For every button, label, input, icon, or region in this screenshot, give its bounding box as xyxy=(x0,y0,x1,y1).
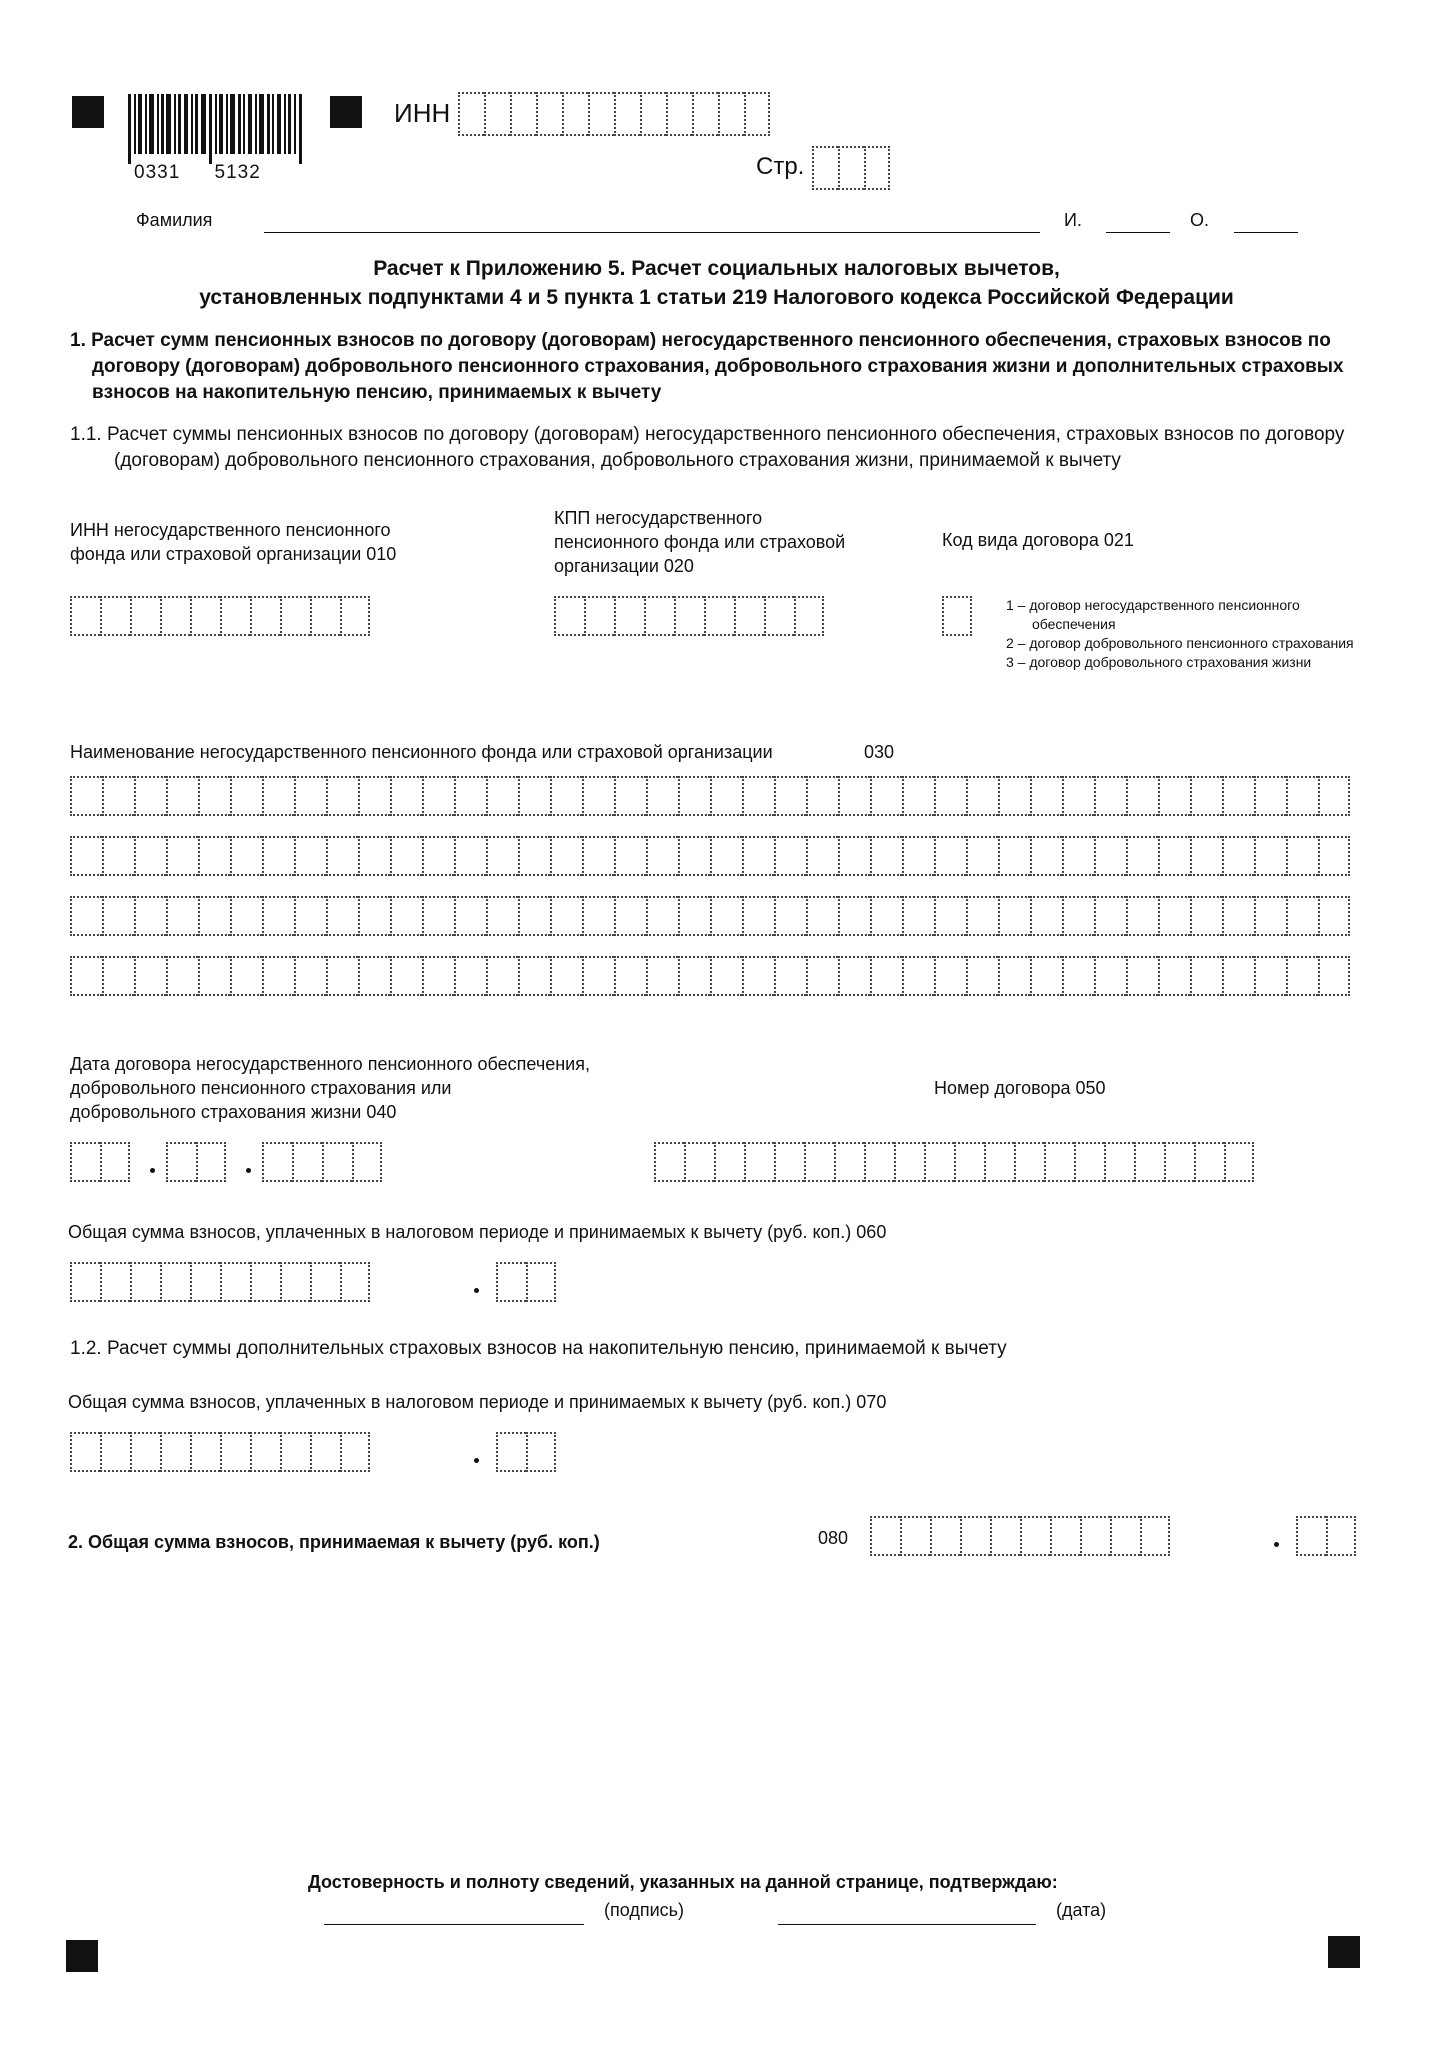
section2-heading: 2. Общая сумма взносов, принимаемая к вычету (руб. коп.) xyxy=(68,1532,600,1552)
signature-label: (подпись) xyxy=(604,1900,685,1920)
initial-o-field[interactable] xyxy=(1234,232,1298,233)
field-060-rubles[interactable] xyxy=(70,1262,370,1302)
signature-field[interactable] xyxy=(324,1924,584,1925)
subsection-1-1-heading: 1.1. Расчет суммы пенсионных взносов по договору (договорам) негосударственного пенсионного обеспечения, страховых взносов по договору (договорам) добровольного пенсионного страхования, добровольного страхования жизни, принимаемой к вычету xyxy=(70,424,1345,471)
field-080-kopecks[interactable] xyxy=(1296,1516,1356,1556)
field-040-label-line1: Дата договора негосударственного пенсионного обеспечения, xyxy=(70,1054,590,1074)
confirm-text: Достоверность и полноту сведений, указанных на данной странице, подтверждаю: xyxy=(308,1872,1058,1892)
field-040-month[interactable] xyxy=(166,1142,226,1182)
page-number-field[interactable] xyxy=(812,146,890,190)
barcode-digits: 0331 5132 xyxy=(134,162,261,183)
field-080-rubles[interactable] xyxy=(870,1516,1170,1556)
field-070-kopecks[interactable] xyxy=(496,1432,556,1472)
date-field[interactable] xyxy=(778,1924,1036,1925)
contract-type-2: 2 – договор добровольного пенсионного страхования xyxy=(1006,635,1354,651)
field-020-label-line3: организации 020 xyxy=(554,556,694,576)
field-030-code: 030 xyxy=(864,742,895,762)
surname-field[interactable] xyxy=(264,232,1040,233)
surname-label: Фамилия xyxy=(136,210,213,230)
title-line-2: установленных подпунктами 4 и 5 пункта 1 статьи 219 Налогового кодекса Российской Федерации xyxy=(199,286,1234,309)
page-label: Стр. xyxy=(756,153,805,180)
barcode xyxy=(128,94,302,164)
decimal-separator-dot xyxy=(474,1458,479,1463)
field-050-contract-number[interactable] xyxy=(654,1142,1254,1182)
decimal-separator-dot xyxy=(474,1288,479,1293)
contract-type-1: 1 – договор негосударственного пенсионного обеспечения xyxy=(1006,597,1300,632)
field-070-label: Общая сумма взносов, уплаченных в налоговом периоде и принимаемых к вычету (руб. коп.) 070 xyxy=(68,1392,887,1412)
field-060-label: Общая сумма взносов, уплаченных в налоговом периоде и принимаемых к вычету (руб. коп.) 060 xyxy=(68,1222,887,1242)
field-060-kopecks[interactable] xyxy=(496,1262,556,1302)
date-separator-dot xyxy=(246,1168,251,1173)
field-020-label-line2: пенсионного фонда или страховой xyxy=(554,532,846,552)
initial-i-label: И. xyxy=(1064,210,1082,230)
field-070-rubles[interactable] xyxy=(70,1432,370,1472)
field-080-code: 080 xyxy=(818,1528,849,1548)
field-030-name-row[interactable] xyxy=(70,896,1350,936)
initial-i-field[interactable] xyxy=(1106,232,1170,233)
field-010-label-line2: фонда или страховой организации 010 xyxy=(70,544,397,564)
decimal-separator-dot xyxy=(1274,1542,1279,1547)
title-line-1: Расчет к Приложению 5. Расчет социальных налоговых вычетов, xyxy=(373,257,1060,280)
page-title xyxy=(0,254,1433,312)
field-021-label: Код вида договора 021 xyxy=(942,530,1134,550)
inn-label: ИНН xyxy=(394,98,451,128)
field-021-contract-type[interactable] xyxy=(942,596,972,636)
field-020-kpp[interactable] xyxy=(554,596,824,636)
corner-marker-top-left xyxy=(72,96,104,128)
field-040-day[interactable] xyxy=(70,1142,130,1182)
subsection-1-2-heading: 1.2. Расчет суммы дополнительных страховых взносов на накопительную пенсию, принимаемой к вычету xyxy=(70,1338,1007,1359)
corner-marker-bottom-left xyxy=(66,1940,98,1972)
contract-type-3: 3 – договор добровольного страхования жизни xyxy=(1006,654,1312,670)
field-020-label-line1: КПП негосударственного xyxy=(554,508,763,528)
section1-heading: 1. Расчет сумм пенсионных взносов по договору (договорам) негосударственного пенсионного обеспечения, страховых взносов по договору (договорам) добровольного пенсионного страхования, добровольного страхования жизни и дополнительных страховых взносов на накопительную пенсию, принимаемых к вычету xyxy=(70,330,1344,403)
field-010-inn[interactable] xyxy=(70,596,370,636)
field-030-name-row[interactable] xyxy=(70,836,1350,876)
contract-types-legend xyxy=(1006,596,1366,672)
field-030-label: Наименование негосударственного пенсионного фонда или страховой организации xyxy=(70,742,773,762)
date-separator-dot xyxy=(150,1168,155,1173)
field-030-name-row[interactable] xyxy=(70,776,1350,816)
initial-o-label: О. xyxy=(1190,210,1210,230)
field-050-label: Номер договора 050 xyxy=(934,1078,1106,1098)
field-030-name-row[interactable] xyxy=(70,956,1350,996)
corner-marker-bottom-right xyxy=(1328,1936,1360,1968)
field-040-label-line3: добровольного страхования жизни 040 xyxy=(70,1102,397,1122)
date-label: (дата) xyxy=(1056,1900,1107,1920)
field-040-year[interactable] xyxy=(262,1142,382,1182)
field-010-label-line1: ИНН негосударственного пенсионного xyxy=(70,520,391,540)
inn-header-field[interactable] xyxy=(458,92,770,136)
corner-marker-top-mid xyxy=(330,96,362,128)
field-040-label-line2: добровольного пенсионного страхования или xyxy=(70,1078,452,1098)
